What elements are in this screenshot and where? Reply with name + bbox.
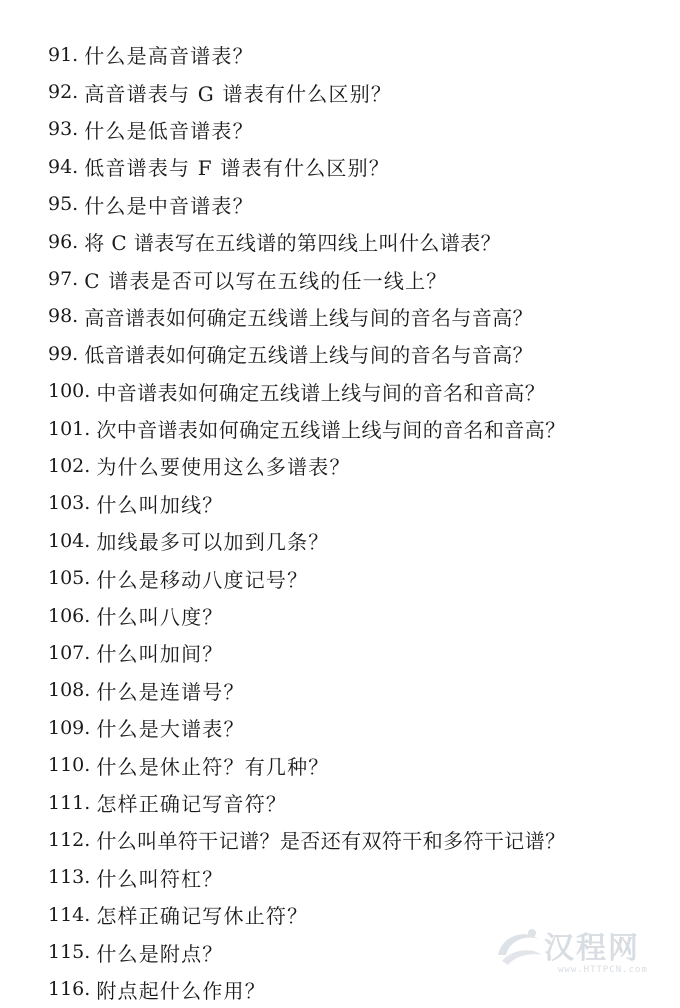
question-item [48,410,672,447]
question-text: 什么是高音谱表？ [84,44,254,69]
question-number: 113. [48,866,91,889]
question-text: 怎样正确记写音符？ [96,792,288,816]
question-item [48,896,672,933]
question-item [48,859,672,896]
question-number: 97. [48,268,79,291]
question-item [48,971,672,1008]
question-number: 112. [48,828,91,851]
question-list [48,36,672,1008]
question-text: 什么是休止符？有几种？ [96,754,330,779]
question-text: 什么叫八度？ [96,605,224,630]
question-text: 怎样正确记写休止符？ [96,904,309,929]
question-number: 94. [48,155,79,178]
question-number: 114. [48,903,91,926]
question-item [48,597,672,634]
question-text: 什么叫单符干记谱？是否还有双符干和多符干记谱？ [96,829,566,854]
question-text: 低音谱表如何确定五线谱上线与间的音名与音高？ [84,343,534,368]
question-number: 95. [48,193,79,216]
question-number: 115. [48,941,91,964]
question-item [48,223,672,260]
question-text: C 谱表是否可以写在五线的任一线上？ [84,268,448,293]
watermark-logo-text: 汉程网 [544,931,640,966]
question-number: 106. [48,604,91,627]
question-text: 什么是移动八度记号？ [96,567,309,592]
question-item [48,709,672,746]
question-text: 什么叫加线？ [96,492,224,517]
question-item [48,260,672,297]
question-number: 110. [48,754,91,777]
question-text: 附点起什么作用？ [96,978,266,1003]
question-item [48,634,672,671]
question-number: 104. [48,529,91,552]
question-text: 加线最多可以加到几条？ [96,530,330,555]
question-number: 99. [48,342,79,365]
question-item [48,784,672,821]
question-number: 107. [48,641,91,664]
question-text: 什么叫符杠？ [96,866,224,891]
question-number: 105. [48,567,91,590]
question-number: 102. [48,454,91,477]
question-item [48,298,672,335]
question-number: 111. [48,791,91,814]
question-number: 96. [48,230,79,253]
question-item [48,821,672,858]
question-item [48,933,672,970]
question-number: 98. [48,305,79,328]
question-item [48,335,672,372]
question-text: 什么是中音谱表？ [84,193,254,218]
question-text: 中音谱表如何确定五线谱上线与间的音名和音高？ [96,380,546,405]
question-text: 低音谱表与 F 谱表有什么区别？ [84,156,391,181]
question-item [48,559,672,596]
question-item [48,447,672,484]
question-number: 91. [48,43,79,66]
question-number: 100. [48,380,91,403]
question-item [48,485,672,522]
question-text: 高音谱表如何确定五线谱上线与间的音名与音高？ [84,305,534,330]
question-item [48,36,672,73]
question-item [48,186,672,223]
question-number: 109. [48,716,91,739]
question-text: 什么是大谱表？ [96,717,245,742]
question-item [48,73,672,110]
question-text: 什么是低音谱表？ [84,118,254,143]
question-text: 将 C 谱表写在五线谱的第四线上叫什么谱表？ [84,231,502,256]
question-text: 什么是连谱号？ [96,679,245,704]
watermark-url: www.HTTPCN.com [558,965,648,975]
question-item [48,522,672,559]
question-text: 次中音谱表如何确定五线谱上线与间的音名和音高？ [96,418,566,443]
question-text: 高音谱表与 G 谱表有什么区别？ [84,81,393,106]
question-number: 116. [48,978,91,1001]
question-number: 108. [48,679,91,702]
question-number: 101. [48,417,91,440]
question-number: 92. [48,81,79,104]
question-item [48,672,672,709]
question-item [48,148,672,185]
question-item [48,373,672,410]
question-number: 93. [48,118,79,141]
question-text: 什么叫加间？ [96,642,224,667]
question-item [48,111,672,148]
question-item [48,746,672,783]
question-text: 为什么要使用这么多谱表？ [96,455,351,480]
question-number: 103. [48,492,91,515]
question-text: 什么是附点？ [96,941,224,966]
